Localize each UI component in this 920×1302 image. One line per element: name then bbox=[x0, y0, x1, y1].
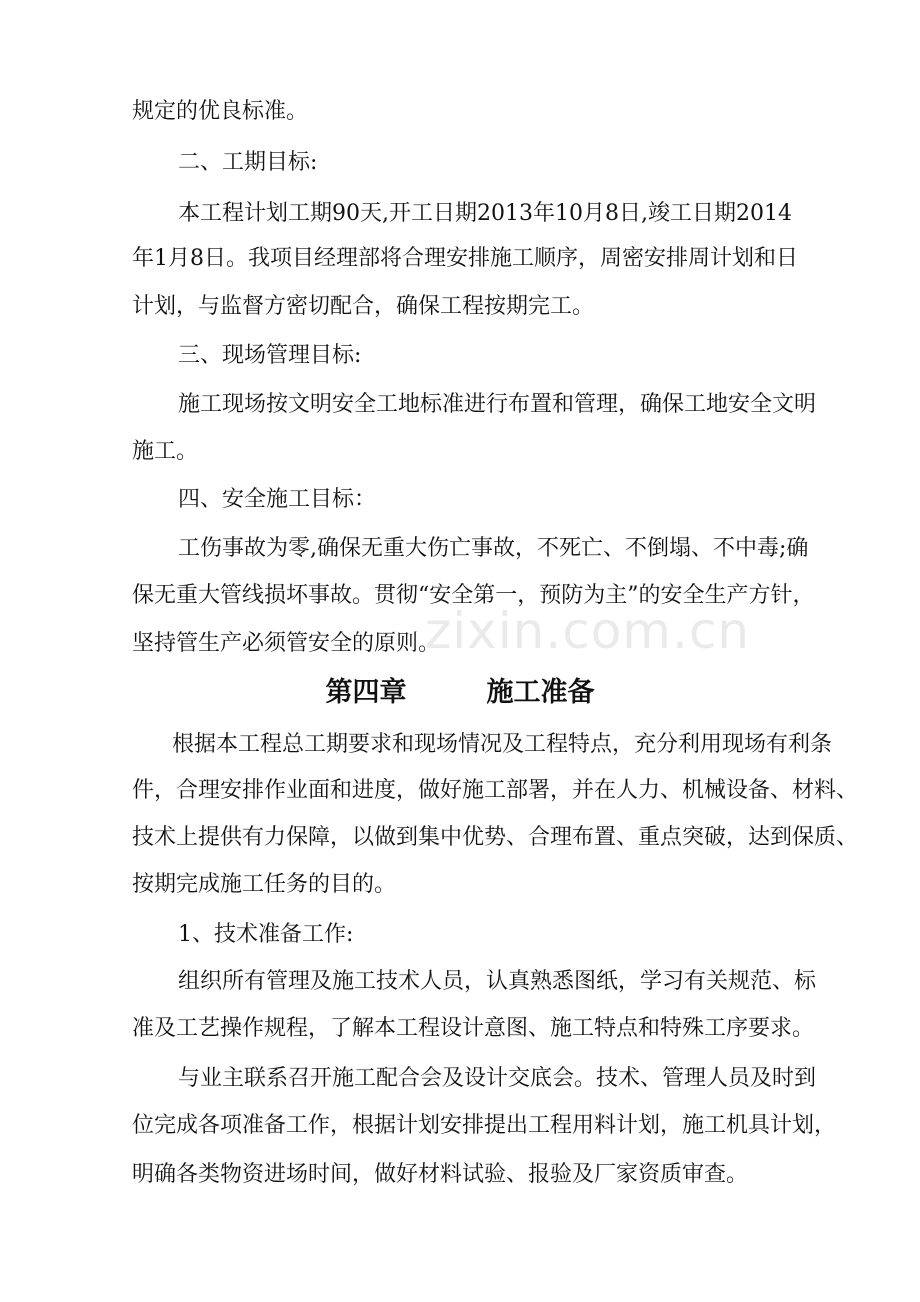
text-line: 组织所有管理及施工技术人员，认真熟悉图纸，学习有关规范、标 bbox=[178, 969, 817, 994]
chapter-title: 施工准备 bbox=[486, 677, 595, 708]
section-heading-technical-prep: 1、技术准备工作: bbox=[178, 922, 354, 947]
text-line: 按期完成施工任务的目的。 bbox=[132, 872, 397, 897]
text-line: 根据本工程总工期要求和现场情况及工程特点，充分利用现场有利条 bbox=[172, 732, 833, 757]
text-line: 准及工艺操作规程，了解本工程设计意图、施工特点和特殊工序要求。 bbox=[132, 1016, 815, 1041]
text-line: 计划，与监督方密切配合，确保工程按期完工。 bbox=[132, 294, 595, 319]
text-line: 工伤事故为零,确保无重大伤亡事故，不死亡、不倒塌、不中毒;确 bbox=[178, 536, 809, 561]
text-line: 本工程计划工期90天,开工日期2013年10月8日,竣工日期2014 bbox=[178, 201, 792, 226]
text-line: 位完成各项准备工作，根据计划安排提出工程用料计划，施工机具计划， bbox=[132, 1113, 837, 1138]
section-heading-safety: 四、安全施工目标： bbox=[178, 487, 377, 512]
text-line: 明确各类物资进场时间，做好材料试验、报验及厂家资质审查。 bbox=[132, 1162, 749, 1187]
watermark: zixin.com.cn bbox=[425, 602, 751, 660]
chapter-heading bbox=[0, 675, 920, 711]
section-heading-site-management: 三、现场管理目标: bbox=[178, 343, 362, 368]
section-heading-schedule: 二、工期目标: bbox=[178, 150, 318, 175]
text-line: 施工。 bbox=[132, 439, 199, 464]
text-line: 与业主联系召开施工配合会及设计交底会。技术、管理人员及时到 bbox=[178, 1066, 817, 1091]
text-line: 件，合理安排作业面和进度，做好施工部署，并在人力、机械设备、材料、 bbox=[132, 778, 859, 803]
chapter-number: 第四章 bbox=[325, 677, 407, 708]
text-line: 施工现场按文明安全工地标准进行布置和管理，确保工地安全文明 bbox=[178, 392, 817, 417]
text-line: 技术上提供有力保障，以做到集中优势、合理布置、重点突破，达到保质、 bbox=[132, 825, 859, 850]
text-line: 规定的优良标准。 bbox=[132, 99, 309, 124]
text-line: 年1月8日。我项目经理部将合理安排施工顺序，周密安排周计划和日 bbox=[132, 246, 798, 271]
text-line: 坚持管生产必须管安全的原则。 bbox=[132, 631, 441, 656]
text-line: 保无重大管线损坏事故。贯彻“安全第一，预防为主”的安全生产方针， bbox=[132, 583, 815, 608]
